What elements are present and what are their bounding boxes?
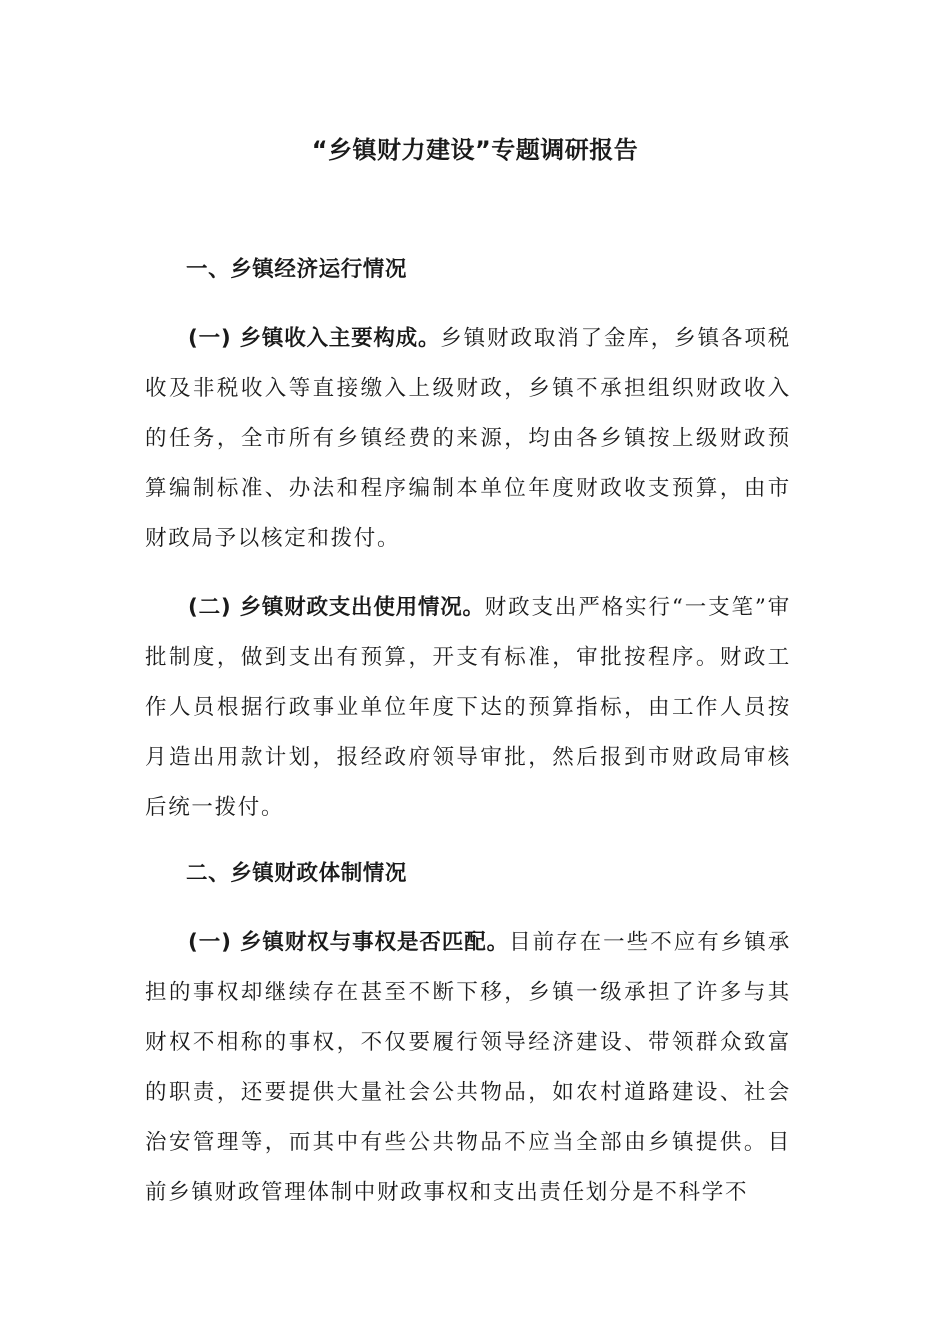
paragraph-body: 乡镇财政取消了金库，乡镇各项税收及非税收入等直接缴入上级财政，乡镇不承担组织财政收入的任务，全市所有乡镇经费的来源，均由各乡镇按上级财政预算编制标准、办法和程序编制本单位年度财政收支预算，由市财政局予以核定和拨付。: [145, 326, 791, 551]
section-heading-2: 二、乡镇财政体制情况: [186, 861, 408, 886]
paragraph-lead: (一) 乡镇收入主要构成。: [188, 326, 441, 351]
paragraph-lead: (二) 乡镇财政支出使用情况。: [188, 595, 485, 620]
paragraph-1-1: [145, 314, 791, 564]
paragraph-lead: (一) 乡镇财权与事权是否匹配。: [188, 930, 510, 955]
paragraph-1-2: [145, 583, 791, 833]
paragraph-body: 财政支出严格实行“一支笔”审批制度，做到支出有预算，开支有标准，审批按程序。财政工作人员根据行政事业单位年度下达的预算指标，由工作人员按月造出用款计划，报经政府领导审批，然后报到市财政局审核后统一拨付。: [145, 595, 791, 820]
section-heading-1: 一、乡镇经济运行情况: [186, 257, 408, 282]
paragraph-body: 目前存在一些不应有乡镇承担的事权却继续存在甚至不断下移，乡镇一级承担了许多与其财权不相称的事权，不仅要履行领导经济建设、带领群众致富的职责，还要提供大量社会公共物品，如农村道路建设、社会治安管理等，而其中有些公共物品不应当全部由乡镇提供。目前乡镇财政管理体制中财政事权和支出责任划分是不科学不: [145, 930, 791, 1205]
document-title: “乡镇财力建设”专题调研报告: [311, 136, 639, 164]
paragraph-2-1: [145, 918, 791, 1218]
